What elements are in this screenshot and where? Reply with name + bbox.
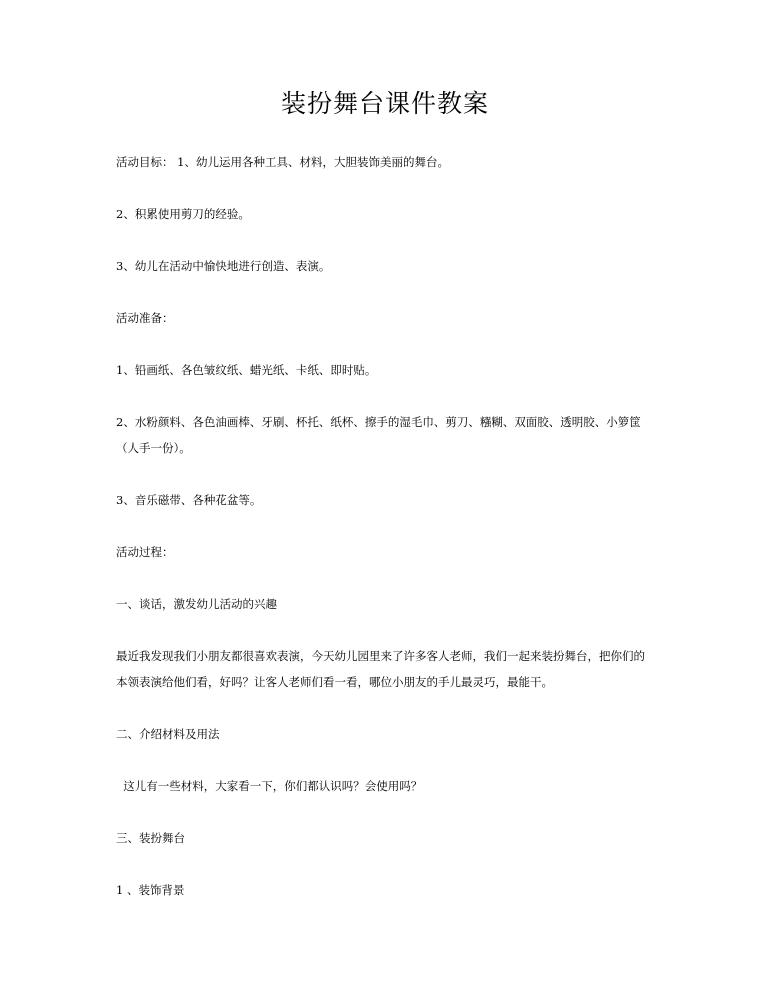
- process-step-1-paragraph-line-2: 本领表演给他们看，好吗？让客人老师们看一看，哪位小朋友的手儿最灵巧，最能干。: [116, 675, 553, 689]
- goal-item-2: 2、积累使用剪刀的经验。: [116, 207, 250, 221]
- process-step-2-paragraph: 这儿有一些材料，大家看一下，你们都认识吗？会使用吗？: [116, 779, 423, 793]
- preparation-item-2: 2、水粉颜料、各色油画棒、牙刷、杯托、纸杯、擦手的湿毛巾、剪刀、糨糊、双面胶、透明胶、小箩筐: [116, 415, 641, 429]
- preparation-item-2-continued: （人手一份）。: [116, 441, 191, 455]
- goal-item-3: 3、幼儿在活动中愉快地进行创造、表演。: [116, 259, 331, 273]
- process-step-1-paragraph-line-1: 最近我发现我们小朋友都很喜欢表演，今天幼儿园里来了许多客人老师，我们一起来装扮舞台，把你们的: [116, 649, 645, 663]
- goal-line: 活动目标： 1、幼儿运用各种工具、材料，大胆装饰美丽的舞台。: [116, 155, 449, 169]
- process-step-3-subitem-1: 1 、装饰背景: [116, 883, 185, 897]
- process-step-3-heading: 三、装扮舞台: [116, 831, 185, 845]
- process-step-1-heading: 一、谈话，激发幼儿活动的兴趣: [116, 597, 277, 611]
- document-title: 装扮舞台课件教案: [280, 89, 489, 118]
- process-heading: 活动过程：: [116, 545, 174, 559]
- process-step-2-heading: 二、介绍材料及用法: [116, 727, 220, 741]
- preparation-item-3: 3、音乐磁带、各种花盆等。: [116, 493, 262, 507]
- preparation-heading: 活动准备：: [116, 311, 174, 325]
- preparation-item-1: 1、铅画纸、各色皱纹纸、蜡光纸、卡纸、即时贴。: [116, 363, 377, 377]
